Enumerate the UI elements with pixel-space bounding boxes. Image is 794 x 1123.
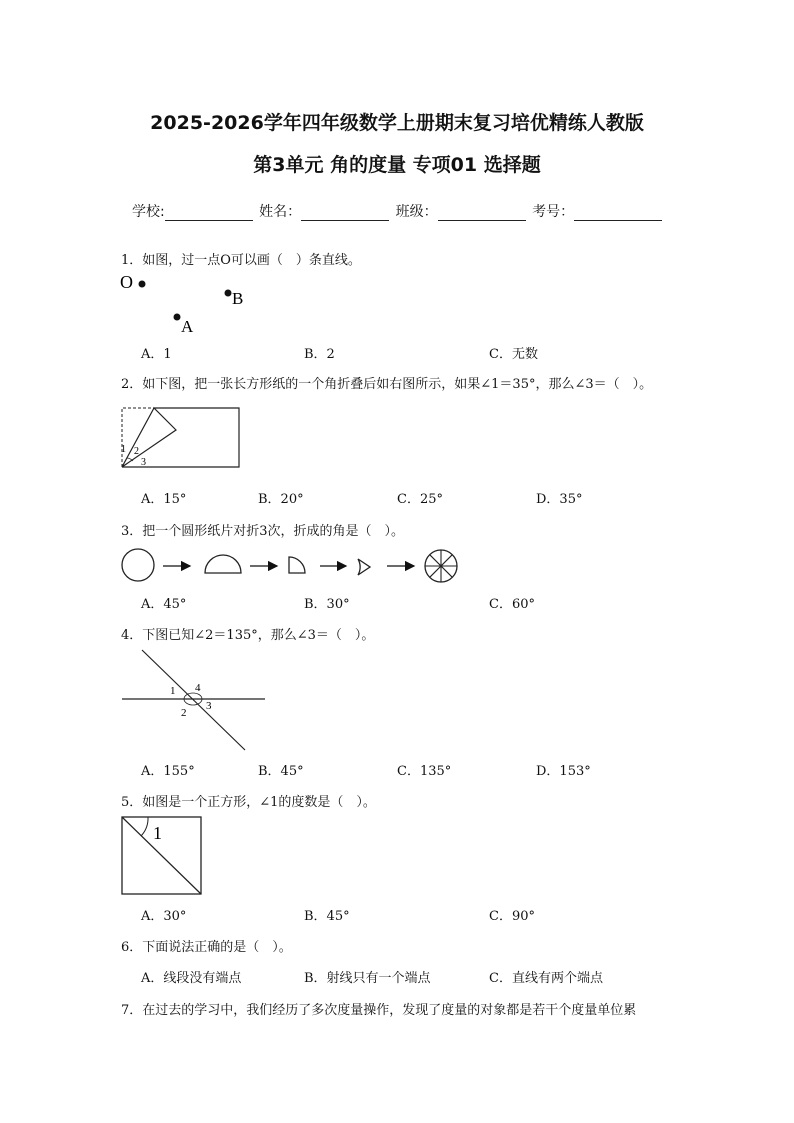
q5-option-b[interactable]: B．45° [304,909,350,924]
angle-2-label: 2 [181,707,187,719]
angle-2-label: 2 [134,446,139,457]
point-o-label: O [120,272,133,292]
q1-option-b[interactable]: B．2 [304,347,335,362]
page-subtitle: 第3单元 角的度量 专项01 选择题 [253,154,541,176]
angle-1-label: 1 [121,444,126,455]
angle-4-label: 4 [195,682,201,694]
angle-3-label: 3 [141,457,146,468]
q5-option-a[interactable]: A．30° [141,909,187,924]
point-a-label: A [181,317,194,336]
q3-option-c[interactable]: C．60° [489,597,535,612]
q2-option-b[interactable]: B．20° [258,492,304,507]
q3-option-a[interactable]: A．45° [141,597,187,612]
question-7: 7．在过去的学习中，我们经历了多次度量操作，发现了度量的对象都是若干个度量单位累 [121,1003,637,1018]
school-label: 学校: [132,204,165,220]
question-6: 6．下面说法正确的是（ ）。 [121,940,292,955]
question-1: 1．如图，过一点O可以画（ ）条直线。 [121,253,361,268]
page-title: 2025-2026学年四年级数学上册期末复习培优精练人教版 [150,112,644,134]
q4-option-c[interactable]: C．135° [397,764,452,779]
class-label: 班级： [395,204,438,220]
q2-option-a[interactable]: A．15° [141,492,187,507]
exam-no-label: 考号： [532,204,575,220]
q4-option-b[interactable]: B．45° [258,764,304,779]
q4-option-a[interactable]: A．155° [141,764,195,779]
q3-option-b[interactable]: B．30° [304,597,350,612]
angle-1-label: 1 [170,685,176,697]
point-b-label: B [232,289,244,308]
q2-option-d[interactable]: D．35° [536,492,583,507]
q2-option-c[interactable]: C．25° [397,492,443,507]
question-2: 2．如下图，把一张长方形纸的一个角折叠后如右图所示，如果∠1＝35°，那么∠3＝（ ）。 [121,377,653,392]
angle-1-label: 1 [153,823,162,843]
q1-option-a[interactable]: A．1 [141,347,172,362]
q4-option-d[interactable]: D．153° [536,764,591,779]
q6-option-b[interactable]: B．射线只有一个端点 [304,971,431,986]
q5-option-c[interactable]: C．90° [489,909,535,924]
q1-option-c[interactable]: C．无数 [489,347,538,362]
angle-3-label: 3 [206,700,212,712]
q6-option-c[interactable]: C．直线有两个端点 [489,971,603,986]
question-4: 4．下图已知∠2＝135°，那么∠3＝（ ）。 [121,628,375,643]
question-5: 5．如图是一个正方形，∠1的度数是（ ）。 [121,795,376,810]
q6-option-a[interactable]: A．线段没有端点 [141,971,242,986]
angle-arc [141,817,148,836]
question-3: 3．把一个圆形纸片对折3次，折成的角是（ ）。 [121,524,405,539]
name-label: 姓名： [259,204,302,220]
